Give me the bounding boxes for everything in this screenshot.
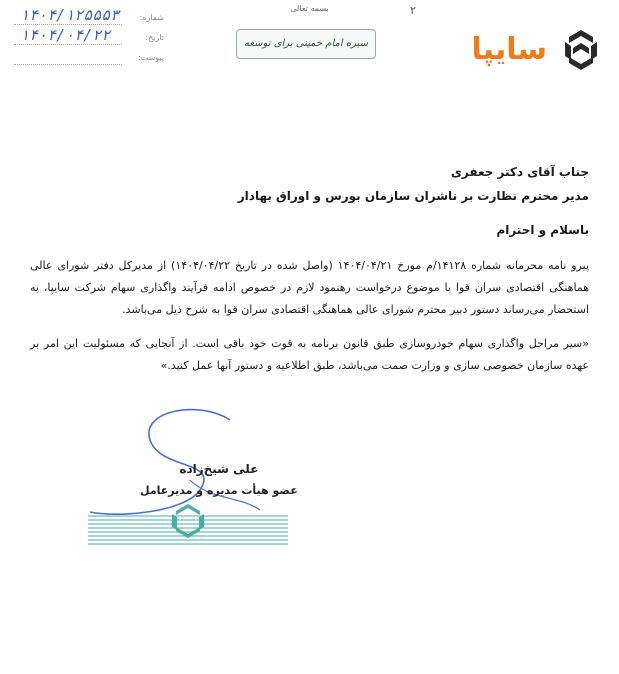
motto-text: سیره امام خمینی برای توسعه — [244, 38, 368, 49]
saipa-logo-icon — [559, 28, 603, 72]
brand-name: سایپا — [471, 32, 547, 67]
signer-title: عضو هیأت مدیره و مدیرعامل — [140, 484, 298, 497]
number-value: ۱۴۰۴/۱۲۵۵۵۳ — [20, 6, 120, 24]
signature-block — [140, 462, 298, 497]
saipa-logo — [433, 26, 603, 74]
date-label: تاریخ: — [145, 33, 164, 42]
motto-banner — [236, 29, 376, 59]
number-label: شماره: — [139, 13, 164, 22]
letter-meta — [14, 6, 164, 70]
date-value: ۱۴۰۴/۰۴/۲۲ — [20, 26, 111, 44]
recipient-line-2: مدیر محترم نظارت بر ناشران سازمان بورس و اوراق بهادار — [237, 189, 589, 203]
attachment-label: پیوست: — [137, 53, 164, 62]
paragraph-2: «سیر مراحل واگذاری سهام خودروسازی طبق قانون برنامه به قوت خود باقی است. از آنجایی که مسئولیت این امر بر عهده سازمان خصوصی سازی و وزارت صمت می‌باشد، طبق اطلاعیه و دستور آنها عمل کنید.» — [30, 337, 589, 372]
basmala: بسمه تعالی — [290, 4, 329, 13]
corner-mark: ٢ — [410, 4, 416, 17]
date-row — [14, 26, 164, 50]
greeting: باسلام و احترام — [496, 223, 589, 237]
attachment-row — [14, 50, 164, 70]
paragraph-1: پیرو نامه محرمانه شماره ۱۴۱۲۸/م مورخ ۱۴۰۴/۰۴/۲۱ (واصل شده در تاریخ ۱۴۰۴/۰۴/۲۲) از مدیرکل دفتر شورای عالی هماهنگی اقتصادی سران قوا با موضوع درخواست رهنمود لازم در خصوص ادامه فرآیند واگذاری سهام شرکت سایپا، به استحضار می‌رساند دستور دبیر محترم شورای عالی هماهنگی اقتصادی سران قوا به شرح ذیل می‌باشد. — [30, 259, 589, 316]
letter-body — [30, 165, 589, 389]
signer-name: علی شیخ‌زاده — [179, 462, 259, 476]
recipient-line-1: جناب آقای دکتر جعفری — [450, 165, 589, 179]
